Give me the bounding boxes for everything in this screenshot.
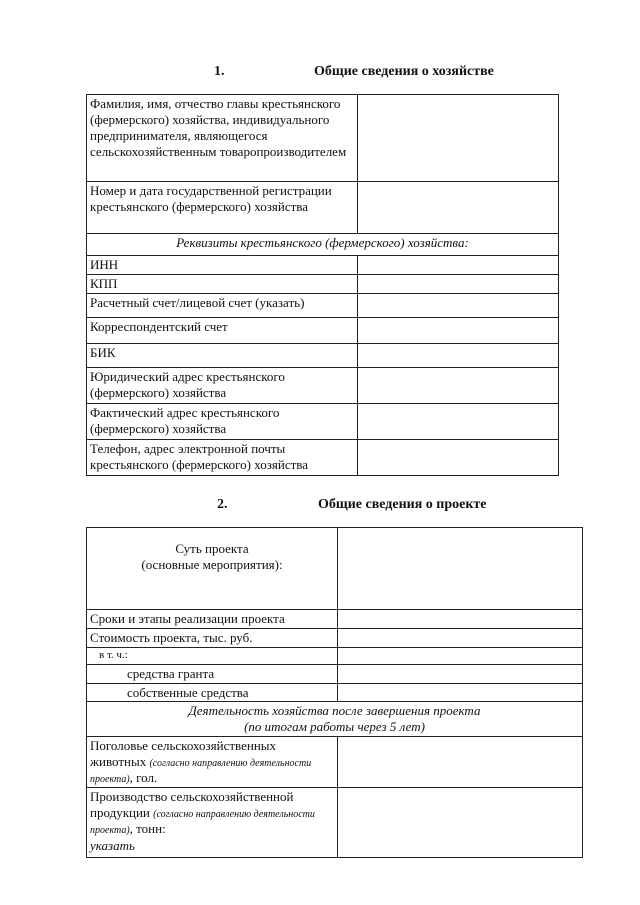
- activity-header-row: [87, 702, 583, 737]
- bik-label: БИК: [87, 343, 358, 367]
- actual-address-label: Фактический адрес крестьянского (фермерского) хозяйства: [87, 403, 358, 439]
- table-row: [87, 367, 559, 403]
- cost-field[interactable]: [338, 628, 583, 647]
- terms-field[interactable]: [338, 610, 583, 629]
- account-label: Расчетный счет/лицевой счет (указать): [87, 293, 358, 317]
- project-essence-label: Суть проекта: [175, 540, 249, 556]
- table-row: [87, 317, 559, 343]
- section-2-number: 2.: [217, 497, 228, 512]
- table-row: [87, 256, 559, 275]
- table-row: [87, 647, 583, 664]
- table-row: [87, 403, 559, 439]
- table-row: [87, 439, 559, 475]
- table-row: [87, 788, 583, 858]
- table-row: [87, 628, 583, 647]
- head-name-field[interactable]: [358, 95, 559, 182]
- grant-field[interactable]: [338, 664, 583, 683]
- production-unit: , тонн:: [129, 821, 166, 837]
- livestock-unit: , гол.: [129, 770, 158, 786]
- inn-field[interactable]: [358, 256, 559, 275]
- livestock-cell: [87, 737, 338, 788]
- project-essence-sub: (основные мероприятия):: [141, 556, 283, 572]
- activity-header-line-2: (по итогам работы через 5 лет): [244, 719, 425, 735]
- table-row: [87, 274, 559, 293]
- production-note: (согласно направлению деятельности проекта): [90, 809, 315, 837]
- production-label: Производство сельскохозяйственной продукции: [90, 789, 294, 821]
- kpp-label: КПП: [87, 274, 358, 293]
- legal-address-label: Юридический адрес крестьянского (фермерского) хозяйства: [87, 367, 358, 403]
- including-field[interactable]: [338, 647, 583, 664]
- registration-field[interactable]: [358, 182, 559, 234]
- actual-address-field[interactable]: [358, 403, 559, 439]
- table-row: [87, 737, 583, 788]
- account-field[interactable]: [358, 293, 559, 317]
- livestock-note: (согласно направлению деятельности проекта): [90, 758, 312, 786]
- table-row: [87, 343, 559, 367]
- project-essence-cell: [87, 528, 338, 610]
- production-field[interactable]: [338, 788, 583, 858]
- own-funds-field[interactable]: [338, 683, 583, 702]
- corr-account-label: Корреспондентский счет: [87, 317, 358, 343]
- farm-info-table: [86, 94, 559, 476]
- terms-label: Сроки и этапы реализации проекта: [87, 610, 338, 629]
- project-info-table: [86, 527, 583, 858]
- section-2-heading: [0, 496, 640, 516]
- table-row: [87, 610, 583, 629]
- own-funds-label: собственные средства: [87, 683, 338, 702]
- inn-label: ИНН: [87, 256, 358, 275]
- cost-label: Стоимость проекта, тыс. руб.: [87, 628, 338, 647]
- production-cell: [87, 788, 338, 858]
- including-label: в т. ч.:: [87, 647, 338, 664]
- section-1-number: 1.: [214, 64, 225, 79]
- table-row: [87, 683, 583, 702]
- contacts-label: Телефон, адрес электронной почты крестьянского (фермерского) хозяйства: [87, 439, 358, 475]
- table-row: [87, 95, 559, 182]
- activity-header: [87, 702, 583, 737]
- head-name-label: Фамилия, имя, отчество главы крестьянского (фермерского) хозяйства, индивидуального предпринимателя, являющегося сельскохозяйственным товаропроизводителем: [87, 95, 358, 182]
- kpp-field[interactable]: [358, 274, 559, 293]
- corr-account-field[interactable]: [358, 317, 559, 343]
- activity-header-line-1: Деятельность хозяйства после завершения проекта: [188, 703, 481, 719]
- registration-label: Номер и дата государственной регистрации крестьянского (фермерского) хозяйства: [87, 182, 358, 234]
- legal-address-field[interactable]: [358, 367, 559, 403]
- table-row: [87, 182, 559, 234]
- livestock-field[interactable]: [338, 737, 583, 788]
- livestock-label: Поголовье сельскохозяйственных животных: [90, 738, 277, 770]
- requisites-header-row: [87, 234, 559, 256]
- table-row: [87, 528, 583, 610]
- section-2-title: Общие сведения о проекте: [318, 497, 487, 512]
- requisites-header: Реквизиты крестьянского (фермерского) хозяйства:: [87, 234, 559, 256]
- contacts-field[interactable]: [358, 439, 559, 475]
- table-row: [87, 664, 583, 683]
- project-essence-field[interactable]: [338, 528, 583, 610]
- production-specify: указать: [90, 837, 135, 853]
- grant-label: средства гранта: [87, 664, 338, 683]
- bik-field[interactable]: [358, 343, 559, 367]
- section-1-heading: [0, 63, 640, 83]
- table-row: [87, 293, 559, 317]
- section-1-title: Общие сведения о хозяйстве: [314, 64, 494, 79]
